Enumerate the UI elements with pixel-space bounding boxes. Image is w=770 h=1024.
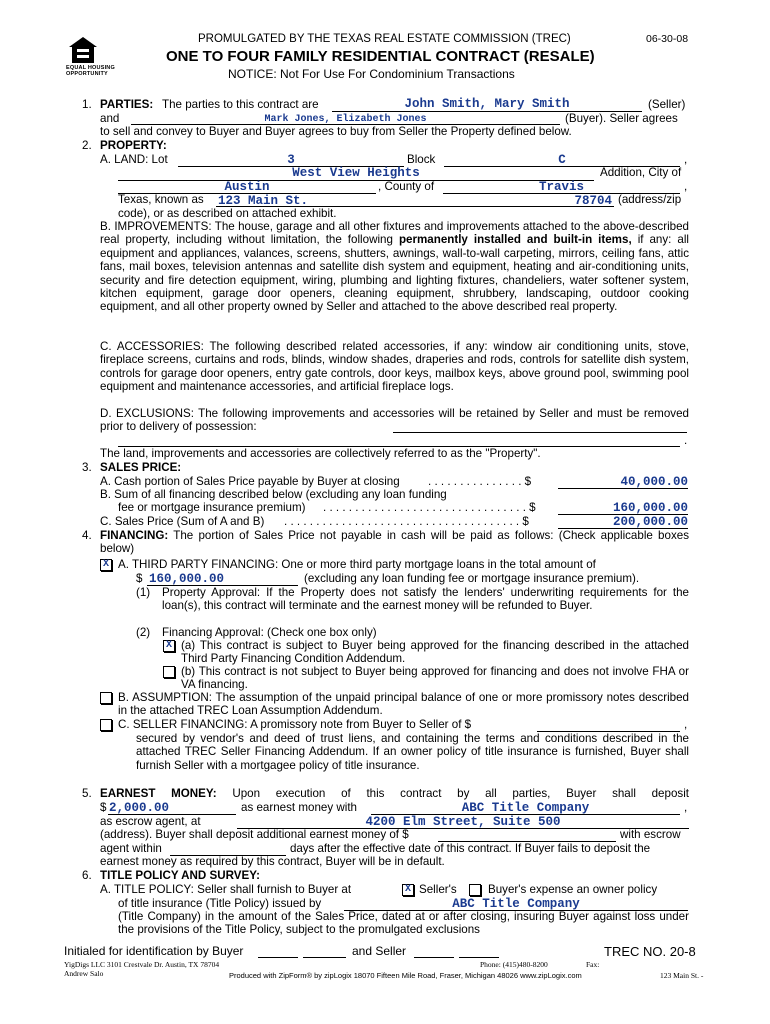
initialed-label: Initialed for identification by Buyer	[64, 944, 244, 958]
issued-by-label: of title insurance (Title Policy) issued by	[118, 897, 322, 910]
buyer-expense-checkbox[interactable]	[469, 884, 481, 896]
block-label: Block	[407, 153, 436, 166]
address-field[interactable]: 123 Main St.	[218, 194, 309, 208]
approval-a-checkbox[interactable]: X	[163, 640, 175, 652]
buyers-label: Buyer's expense an owner policy	[488, 883, 658, 896]
document-name: 123 Main St. -	[660, 971, 704, 980]
earnest-dollar: $	[100, 801, 107, 814]
days-text: days after the effective date of this contract. If Buyer fails to deposit the	[290, 842, 651, 855]
parties-num: 1.	[82, 98, 92, 111]
additional-earnest-text: (address). Buyer shall deposit additional earnest money of $	[100, 828, 409, 841]
escrow-agent-at-label: as escrow agent, at	[100, 815, 201, 828]
earnest-num: 5.	[82, 787, 92, 800]
city-field[interactable]: Austin	[224, 180, 270, 194]
broker-phone: Phone: (415)480-8200	[480, 960, 548, 969]
parties-text-1: The parties to this contract are	[162, 98, 319, 111]
approval-b-label: (b) This contract is not subject to Buyer being approved for financing and does not involve FHA or VA financing.	[181, 665, 689, 692]
title-policy-text-1: A. TITLE POLICY: Seller shall furnish to Buyer at	[100, 883, 352, 896]
block-field[interactable]: C	[558, 153, 566, 167]
agent-within-label: agent within	[100, 842, 162, 855]
financing-sum-label-2: fee or mortgage insurance premium)	[118, 501, 306, 514]
seller-financing-checkbox[interactable]	[100, 719, 112, 731]
county-field[interactable]: Travis	[538, 180, 584, 194]
seller-label: (Seller)	[648, 98, 686, 111]
financing-sum-dots: . . . . . . . . . . . . . . . . . . . . . . . . . . . . . . . . $	[323, 501, 536, 514]
financing-approval-num: (2)	[136, 626, 151, 639]
financing-sum-value-field[interactable]: 160,000.00	[612, 501, 688, 515]
logo-text-2: OPPORTUNITY	[66, 71, 108, 77]
promulgated-line: PROMULGATED BY THE TEXAS REAL ESTATE COMMISSION (TREC)	[198, 33, 571, 45]
seller-names-field[interactable]: John Smith, Mary Smith	[404, 97, 570, 111]
produced-by: Produced with ZipForm® by zipLogix 18070 Fifteen Mile Road, Fraser, Michigan 48026 www.zipLogix.com	[229, 971, 582, 980]
earnest-heading: EARNEST MONEY:	[100, 787, 217, 800]
seller-financing-text-1: C. SELLER FINANCING: A promissory note from Buyer to Seller of $	[118, 718, 472, 731]
property-approval-num: (1)	[136, 586, 151, 599]
house-icon	[68, 36, 98, 64]
improvements-post: if any: all equipment and appliances, valances, screens, shutters, awnings, wall-to-wall carpeting, mirrors, ceiling fans, attic fans, mail boxes, television antennas and satellite dish system and equipment, heating and air-conditioning units, security and fire detection equipment, wiring, plumbing and lighting fixtures, chandeliers, water softener system, kitchen equipment, garage door openers, cleaning equipment, shrubbery, landscaping, outdoor cooking equipment, and all other property owned by Seller and attached to the above described real property.	[100, 233, 689, 314]
property-num: 2.	[82, 139, 92, 152]
broker-company: YigDigs LLC 3101 Crestvale Dr. Austin, TX 78704	[64, 960, 220, 969]
cash-value-field[interactable]: 40,000.00	[620, 475, 688, 489]
equal-housing-logo	[66, 36, 115, 78]
accessories-text: C. ACCESSORIES: The following described related accessories, if any: window air conditioning units, stove, fireplace screens, curtains and rods, blinds, window shades, draperies and rods, controls for satellite dish system, controls for garage door openers, entry gate controls, door keys, mailbox keys, above ground pool, swimming pool equipment and maintenance accessories, and artificial fireplace logs.	[100, 340, 689, 394]
sellers-label: Seller's	[419, 883, 457, 896]
land-label: A. LAND: Lot	[100, 153, 168, 166]
seller-financing-text-2: secured by vendor's and deed of trust liens, and containing the terms and conditions described in the attached TREC Seller Financing Addendum. If an owner policy of title insurance is furnished, Buyer shall furnish Seller with a mortgagee policy of title insurance.	[136, 732, 689, 772]
approval-a-text	[181, 639, 689, 666]
earnest-text-1: Upon execution of this contract by all parties, Buyer shall deposit	[232, 787, 689, 800]
parties-heading: PARTIES:	[100, 98, 154, 111]
financing-approval-text: Financing Approval: (Check one box only)	[162, 626, 377, 639]
logo-text-1: EQUAL HOUSING	[66, 65, 115, 71]
improvements-text	[100, 220, 689, 314]
county-label: , County of	[378, 180, 435, 193]
and-seller-label: and Seller	[352, 944, 407, 958]
financing-intro	[100, 529, 689, 556]
financing-num: 4.	[82, 529, 92, 542]
improvements-pre: B. IMPROVEMENTS: The house, garage and all other fixtures and improvements attached to the above-described real property, including without limitation, the following	[100, 220, 689, 247]
sales-price-c-dots: . . . . . . . . . . . . . . . . . . . . . . . . . . . . . . . . . . . . . $	[284, 515, 529, 528]
title-company-field[interactable]: ABC Title Company	[452, 897, 580, 911]
title-num: 6.	[82, 869, 92, 882]
approval-b-checkbox[interactable]	[163, 666, 175, 678]
seller-expense-checkbox[interactable]: X	[402, 884, 414, 896]
financing-sum-label-1: B. Sum of all financing described below (excluding any loan funding	[100, 488, 447, 501]
approval-b-text	[181, 665, 689, 692]
third-party-checkbox[interactable]: X	[100, 559, 112, 571]
title-heading: TITLE POLICY AND SURVEY:	[100, 869, 260, 882]
title-policy-text-2: (Title Company) in the amount of the Sales Price, dated at or after closing, insuring Buyer against loss under the provisions of the Title Policy, subject to the promulgated exclusions	[118, 910, 689, 937]
code-text: code), or as described on attached exhibit.	[118, 207, 337, 220]
broker-fax: Fax:	[586, 960, 600, 969]
exclusions-text: D. EXCLUSIONS: The following improvements and accessories will be retained by Seller and must be removed prior to delivery of possession:	[100, 407, 689, 434]
earnest-amount-field[interactable]: 2,000.00	[109, 801, 170, 815]
form-date: 06-30-08	[646, 33, 689, 45]
third-party-dollar: $	[136, 572, 143, 585]
third-party-amount-field[interactable]: 160,000.00	[149, 572, 225, 586]
sales-price-c-label: C. Sales Price (Sum of A and B)	[100, 515, 265, 528]
financing-intro-text: The portion of Sales Price not payable in cash will be paid as follows: (Check applicable boxes below)	[100, 529, 689, 556]
parties-text-2: to sell and convey to Buyer and Buyer agrees to buy from Seller the Property defined below.	[100, 125, 572, 138]
sales-price-num: 3.	[82, 461, 92, 474]
buyer-label: (Buyer). Seller agrees	[565, 112, 678, 125]
addition-label: Addition, City of	[600, 166, 682, 179]
and-label: and	[100, 112, 120, 125]
earnest-line-1	[100, 787, 689, 800]
zip-field[interactable]: 78704	[574, 194, 612, 208]
address-zip-label: (address/zip	[618, 193, 682, 206]
form-notice: NOTICE: Not For Use For Condominium Transactions	[228, 67, 515, 81]
escrow-agent-field[interactable]: ABC Title Company	[461, 801, 590, 815]
cash-label: A. Cash portion of Sales Price payable by Buyer at closing	[100, 475, 400, 488]
texas-known-label: Texas, known as	[118, 193, 204, 206]
agent-name: Andrew Salo	[64, 969, 104, 978]
block-comma: ,	[684, 153, 688, 166]
cash-dots: . . . . . . . . . . . . . . . $	[428, 475, 532, 488]
property-approval-text: Property Approval: If the Property does not satisfy the lenders' underwriting requirements for the loan(s), this contract will terminate and the earnest money will be refunded to Buyer.	[162, 586, 689, 613]
financing-heading: FINANCING:	[100, 529, 169, 542]
exclusions-period: .	[684, 434, 688, 447]
approval-a-label: (a) This contract is subject to Buyer being approved for the financing described in the attached Third Party Financing Condition Addendum.	[181, 639, 689, 666]
third-party-excl: (excluding any loan funding fee or mortgage insurance premium).	[304, 572, 640, 585]
with-escrow-label: with escrow	[620, 828, 681, 841]
improvements-bold: permanently installed and built-in items,	[398, 233, 632, 247]
assumption-text: B. ASSUMPTION: The assumption of the unpaid principal balance of one or more promissory notes described in the attached TREC Loan Assumption Addendum.	[118, 691, 689, 718]
escrow-comma: ,	[684, 801, 688, 814]
trec-number: TREC NO. 20-8	[604, 944, 696, 959]
seller-financing-comma: ,	[684, 718, 688, 731]
third-party-text: A. THIRD PARTY FINANCING: One or more third party mortgage loans in the total amount of	[118, 558, 596, 571]
assumption-checkbox[interactable]	[100, 692, 112, 704]
earnest-with-label: as earnest money with	[241, 801, 357, 814]
lot-field[interactable]: 3	[287, 153, 295, 167]
property-heading: PROPERTY:	[100, 139, 167, 152]
county-comma: ,	[684, 180, 688, 193]
collective-text: The land, improvements and accessories are collectively referred to as the "Property".	[100, 447, 541, 460]
sales-price-heading: SALES PRICE:	[100, 461, 182, 474]
buyer-names-field[interactable]: Mark Jones, Elizabeth Jones	[264, 114, 427, 125]
sales-price-value-field[interactable]: 200,000.00	[612, 515, 688, 529]
subdivision-field[interactable]: West View Heights	[292, 166, 420, 180]
earnest-final: earnest money as required by this contract, Buyer will be in default.	[100, 855, 445, 868]
form-title: ONE TO FOUR FAMILY RESIDENTIAL CONTRACT (RESALE)	[166, 48, 595, 65]
escrow-address-field[interactable]: 4200 Elm Street, Suite 500	[365, 815, 561, 829]
